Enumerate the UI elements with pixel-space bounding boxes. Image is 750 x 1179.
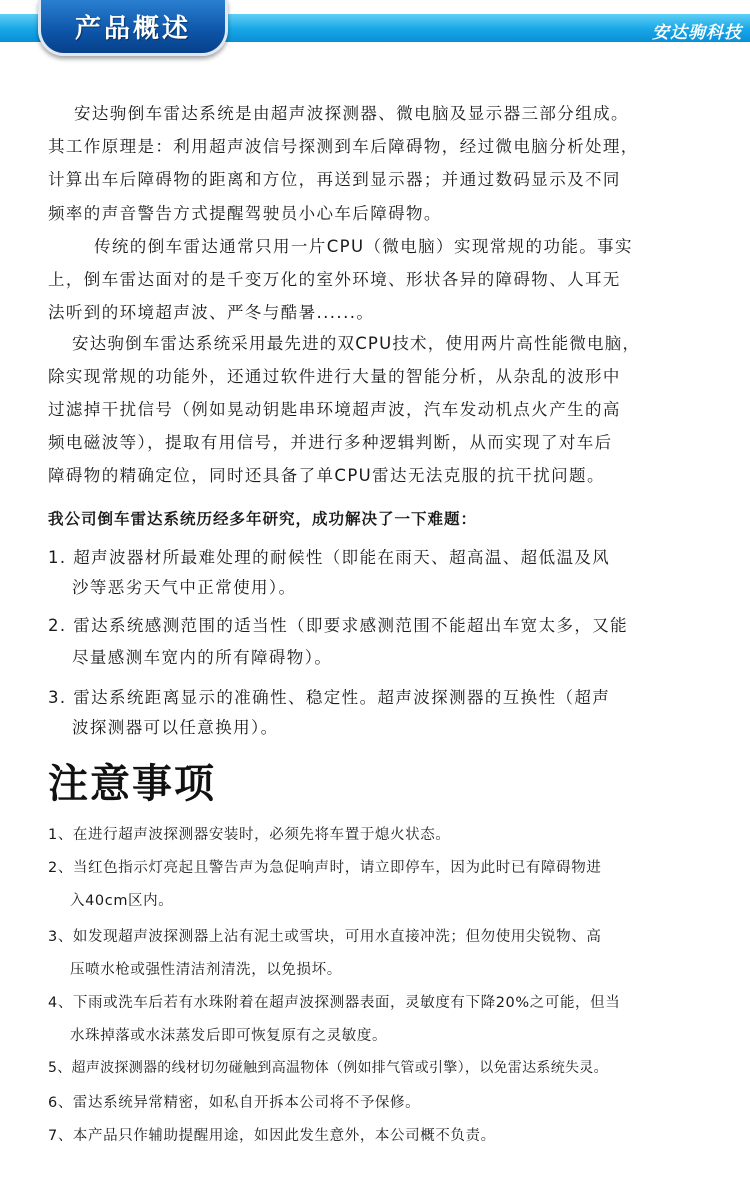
- text-line: 安达驹倒车雷达系统是由超声波探测器、微电脑及显示器三部分组成。: [74, 104, 629, 123]
- problem-item: 2. 雷达系统感测范围的适当性（即要求感测范围不能超出车宽太多，又能: [48, 616, 629, 635]
- problem-item-cont: 波探测器可以任意换用）。: [72, 718, 279, 737]
- note-item-cont: 压喷水枪或强性清洁剂清洗，以免损坏。: [70, 962, 342, 978]
- note-item: 3、如发现超声波探测器上沾有泥土或雪块，可用水直接冲洗；但勿使用尖锐物、高: [48, 929, 602, 945]
- text-line: 过滤掉干扰信号（例如晃动钥匙串环境超声波，汽车发动机点火产生的高: [48, 400, 621, 419]
- text-line: 频率的声音警告方式提醒驾驶员小心车后障碍物。: [48, 204, 442, 223]
- problem-item-cont: 沙等恶劣天气中正常使用）。: [72, 578, 297, 597]
- note-item: 5、超声波探测器的线材切勿碰触到高温物体（例如排气管或引擎），以免雷达系统失灵。: [48, 1060, 608, 1076]
- note-item-cont: 入40cm区内。: [70, 893, 174, 909]
- section-title: 产品概述: [74, 14, 191, 44]
- note-item: 6、雷达系统异常精密，如私自开拆本公司将不予保修。: [48, 1095, 421, 1111]
- text-line: 计算出车后障碍物的距离和方位，再送到显示器；并通过数码显示及不同: [48, 170, 621, 189]
- text-line: 传统的倒车雷达通常只用一片CPU（微电脑）实现常规的功能。事实: [94, 237, 633, 256]
- notes-title: 注意事项: [48, 761, 216, 807]
- note-item: 7、本产品只作辅助提醒用途，如因此发生意外，本公司概不负责。: [48, 1128, 496, 1144]
- note-item-cont: 水珠掉落或水沫蒸发后即可恢复原有之灵敏度。: [70, 1028, 388, 1044]
- problem-item-cont: 尽量感测车宽内的所有障碍物）。: [72, 648, 333, 667]
- text-line: 上，倒车雷达面对的是千变万化的室外环境、形状各异的障碍物、人耳无: [48, 270, 621, 289]
- section-banner: [0, 0, 750, 58]
- problem-item: 1. 超声波器材所最难处理的耐候性（即能在雨天、超高温、超低温及风: [48, 548, 611, 567]
- note-item: 4、下雨或洗车后若有水珠附着在超声波探测器表面，灵敏度有下降20%之可能，但当: [48, 995, 621, 1011]
- text-line: 其工作原理是：利用超声波信号探测到车后障碍物，经过微电脑分析处理，: [48, 137, 639, 156]
- note-item: 2、当红色指示灯亮起且警告声为急促响声时，请立即停车，因为此时已有障碍物进: [48, 860, 602, 876]
- text-line: 频电磁波等），提取有用信号，并进行多种逻辑判断，从而实现了对车后: [48, 433, 613, 452]
- research-intro: 我公司倒车雷达系统历经多年研究，成功解决了一下难题：: [48, 510, 478, 528]
- text-line: 除实现常规的功能外，还通过软件进行大量的智能分析，从杂乱的波形中: [48, 367, 621, 386]
- problem-item: 3. 雷达系统距离显示的准确性、稳定性。超声波探测器的互换性（超声: [48, 688, 611, 707]
- text-line: 法听到的环境超声波、严冬与酷暑......。: [48, 303, 375, 322]
- text-line: 障碍物的精确定位，同时还具备了单CPU雷达无法克服的抗干扰问题。: [48, 466, 605, 485]
- section-tab: [38, 0, 228, 56]
- brand-name: 安达驹科技: [652, 23, 742, 43]
- text-line: 安达驹倒车雷达系统采用最先进的双CPU技术，使用两片高性能微电脑，: [72, 334, 641, 353]
- note-item: 1、在进行超声波探测器安装时，必须先将车置于熄火状态。: [48, 827, 451, 843]
